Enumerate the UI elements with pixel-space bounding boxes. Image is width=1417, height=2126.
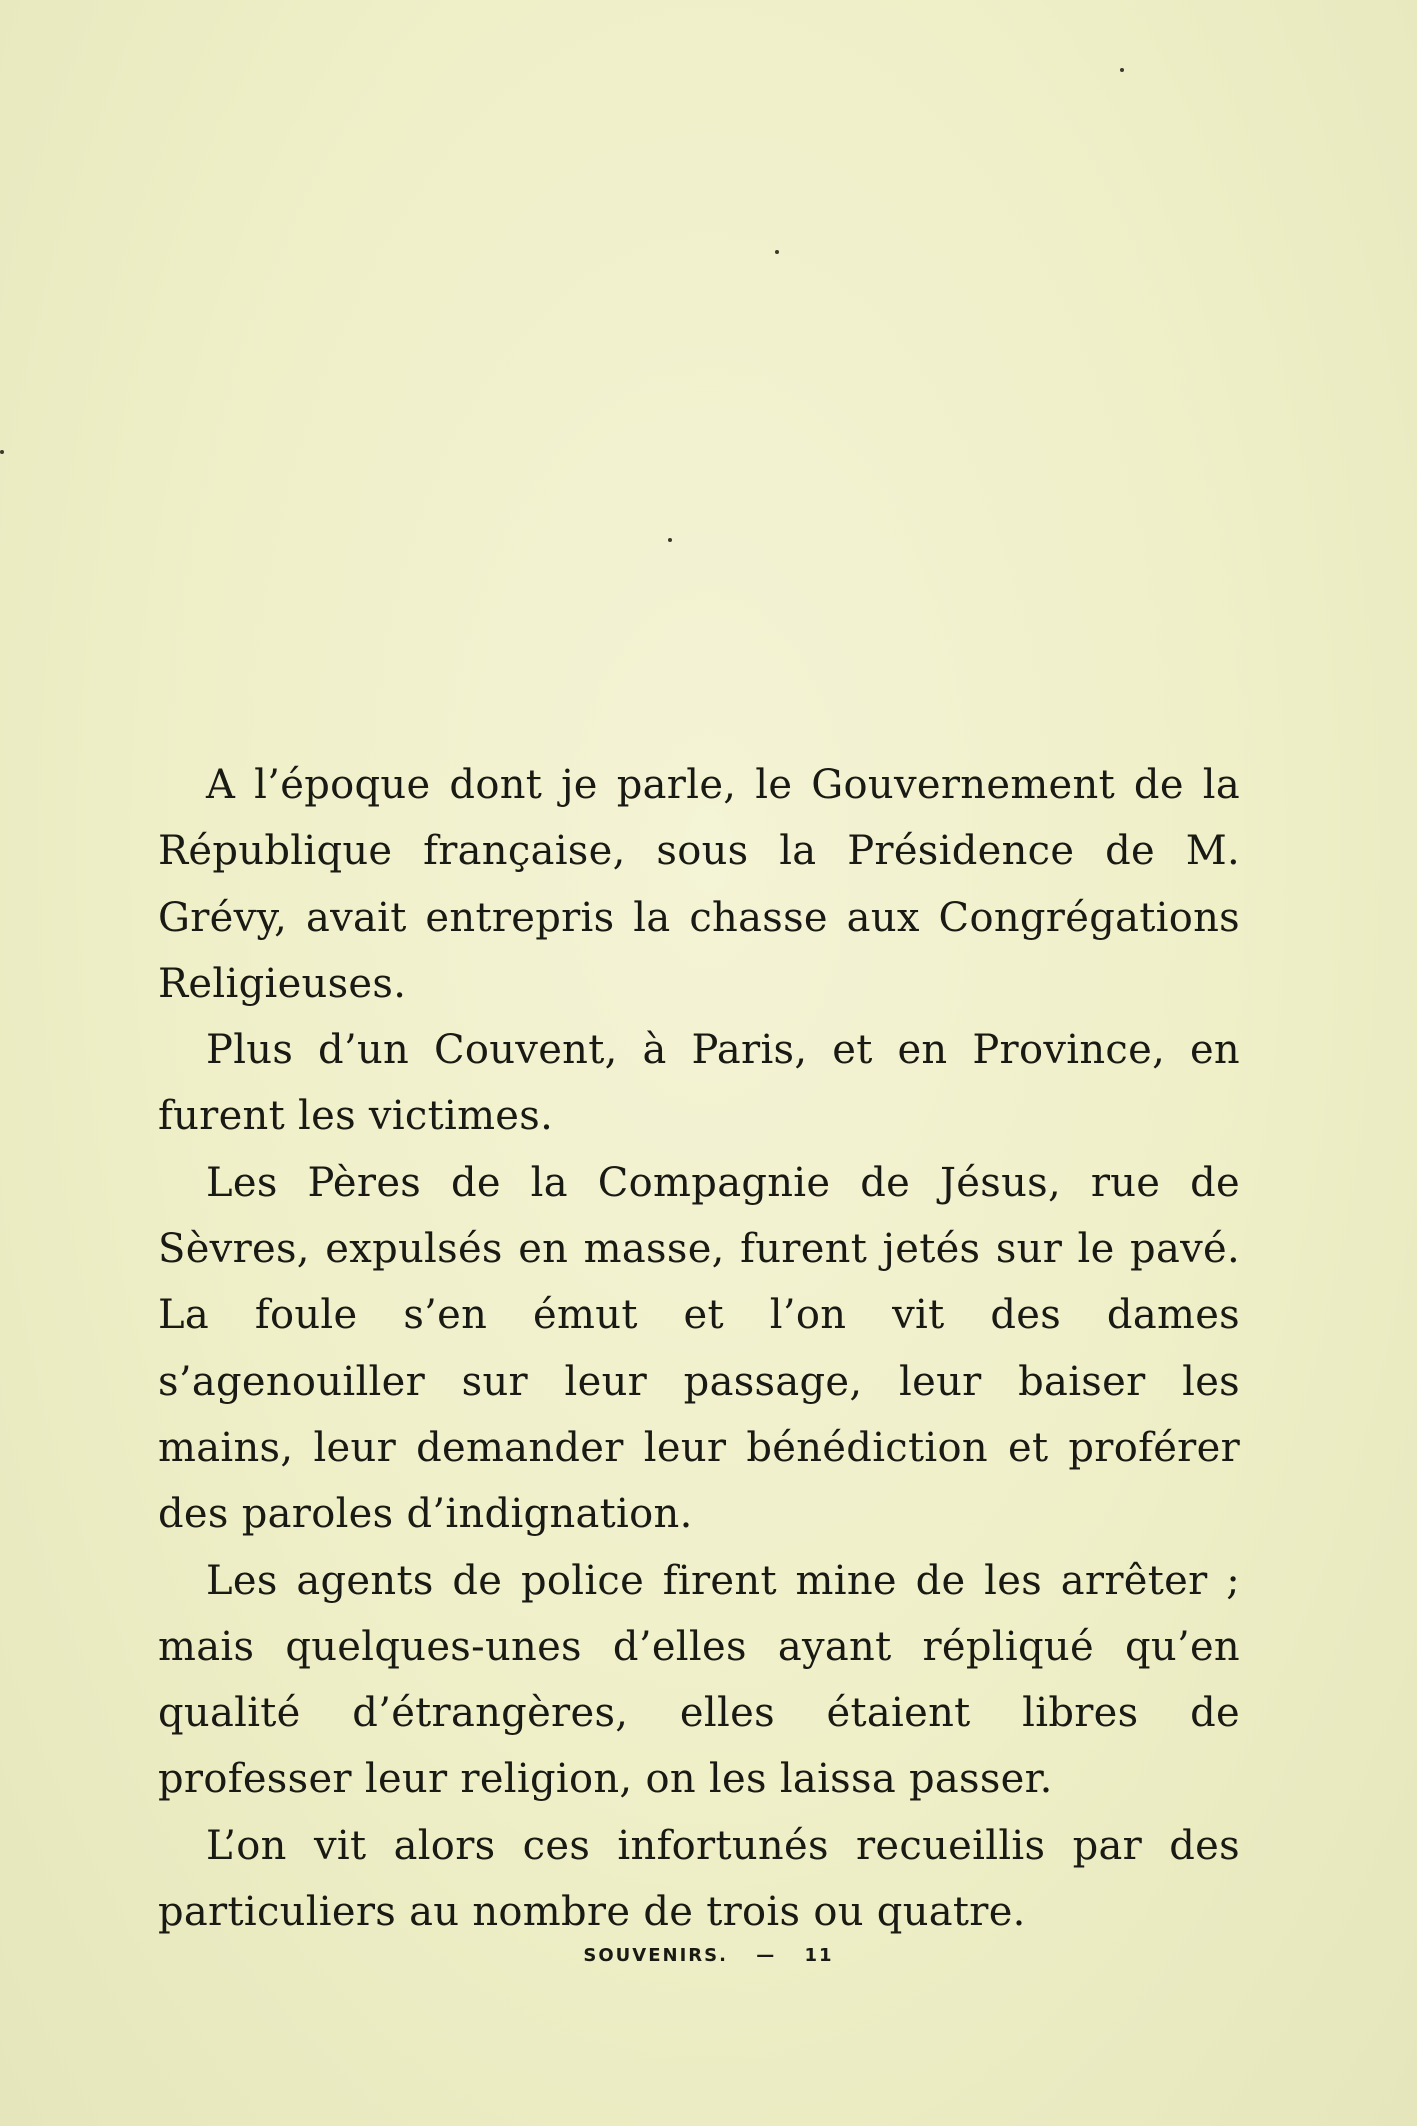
- paper-speck: [1120, 68, 1124, 72]
- paragraph: A l’époque dont je parle, le Gouvernement de la République française, sous la Présidence de M. Grévy, avait entrepris la chasse aux Congrégations Religieuses.: [158, 762, 1240, 1007]
- paragraph: Les agents de police firent mine de les arrêter ; mais quelques-unes d’elles ayant répliqué qu’en qualité d’étrangères, elles étaient libres de professer leur religion, on les laissa passer.: [158, 1557, 1240, 1803]
- paragraph: L’on vit alors ces infortunés recueillis par des particuliers au nombre de trois ou quatre.: [158, 1822, 1240, 1936]
- paper-speck: [775, 250, 779, 254]
- paper-speck: [668, 538, 672, 542]
- body-text: [158, 752, 1240, 1945]
- signature-dash: —: [756, 1945, 777, 1966]
- paper-speck: [0, 450, 4, 454]
- paragraph: Les Pères de la Compagnie de Jésus, rue de Sèvres, expulsés en masse, furent jetés sur le pavé. La foule s’en émut et l’on vit des dames s’agenouiller sur leur passage, leur baiser les mains, leur demander leur bénédiction et proférer des paroles d’indignation.: [158, 1159, 1240, 1538]
- signature-line: [0, 1945, 1417, 1966]
- paragraph: Plus d’un Couvent, à Paris, et en Province, en furent les victimes.: [158, 1027, 1240, 1140]
- signature-number: 11: [804, 1945, 834, 1966]
- signature-mark: SOUVENIRS.: [583, 1945, 728, 1966]
